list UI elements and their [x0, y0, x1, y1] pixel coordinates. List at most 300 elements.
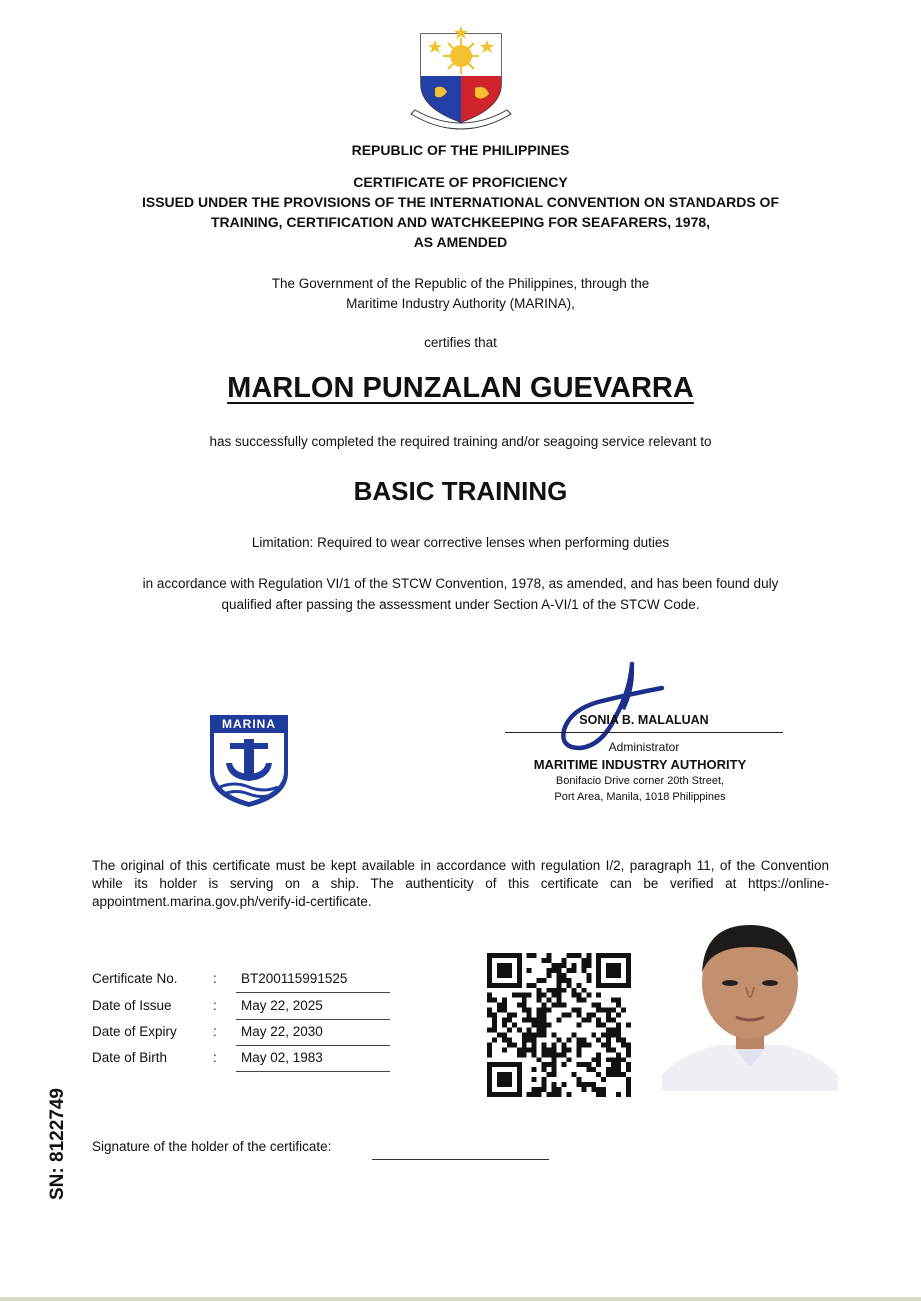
qr-module [591, 1087, 596, 1092]
qr-module [502, 1072, 507, 1077]
qr-module [606, 983, 611, 988]
qr-module [626, 1023, 631, 1028]
qr-module [512, 1013, 517, 1018]
qr-module [552, 1067, 557, 1072]
qr-module [542, 1087, 547, 1092]
qr-module [497, 1092, 502, 1097]
qr-module [596, 963, 601, 968]
qr-module [552, 1087, 557, 1092]
limitation-text: Limitation: Required to wear corrective lenses when performing duties [251, 535, 670, 550]
qr-module [487, 1082, 492, 1087]
qr-module [591, 1032, 596, 1037]
qr-module [611, 973, 616, 978]
regulation-text-line: in accordance with Regulation VI/1 of the STCW Convention, 1978, as amended, and has been found duly [142, 576, 779, 591]
qr-module [497, 1077, 502, 1082]
detail-colon: : [213, 998, 217, 1013]
qr-module [581, 1082, 586, 1087]
qr-module [576, 1052, 581, 1057]
qr-module [507, 1018, 512, 1023]
qr-module [571, 1008, 576, 1013]
qr-module [542, 1003, 547, 1008]
qr-module [487, 1008, 492, 1013]
expiry-date-label: Date of Expiry [92, 1024, 177, 1039]
qr-module [611, 1067, 616, 1072]
certificate-title: CERTIFICATE OF PROFICIENCY [353, 174, 568, 190]
qr-module [522, 998, 527, 1003]
qr-module [606, 1072, 611, 1077]
qr-module [557, 1037, 562, 1042]
qr-module [487, 978, 492, 983]
signatory-organization: MARITIME INDUSTRY AUTHORITY [533, 757, 747, 772]
qr-module [552, 1072, 557, 1077]
qr-module [581, 958, 586, 963]
qr-module [576, 1047, 581, 1052]
authenticity-notice: The original of this certificate must be kept available in accordance with regulation I/2, paragraph 11, of the Convention while its holder is serving on a ship. The authenticity of this certificate can be verified at https://online-appointment.marina.gov.ph/verify-id-certificate. [92, 858, 829, 909]
detail-underline [236, 992, 390, 993]
qr-module [527, 1047, 532, 1052]
republic-heading: REPUBLIC OF THE PHILIPPINES [351, 142, 570, 158]
qr-module [601, 953, 606, 958]
qr-module [576, 983, 581, 988]
qr-module [586, 958, 591, 963]
qr-module [507, 1027, 512, 1032]
detail-underline [236, 1019, 390, 1020]
qr-module [561, 1082, 566, 1087]
qr-module [611, 1047, 616, 1052]
qr-module [561, 1062, 566, 1067]
qr-module [626, 1092, 631, 1097]
qr-module [616, 1013, 621, 1018]
qr-module [497, 968, 502, 973]
qr-module [571, 963, 576, 968]
qr-module [626, 953, 631, 958]
qr-module [527, 983, 532, 988]
qr-module [591, 1082, 596, 1087]
verification-qr-code-icon[interactable] [487, 953, 631, 1097]
holder-signature-line[interactable] [372, 1159, 549, 1160]
qr-module [601, 1023, 606, 1028]
qr-module [507, 1037, 512, 1042]
qr-module [586, 1082, 591, 1087]
qr-module [487, 973, 492, 978]
qr-module [626, 1082, 631, 1087]
qr-module [502, 1023, 507, 1028]
qr-module [547, 1008, 552, 1013]
qr-module [626, 963, 631, 968]
certifies-text: certifies that [424, 335, 497, 350]
qr-module [492, 1027, 497, 1032]
qr-module [512, 993, 517, 998]
course-title: BASIC TRAINING [353, 476, 568, 506]
qr-module [626, 968, 631, 973]
regulation-text-line: qualified after passing the assessment under Section A-VI/1 of the STCW Code. [221, 597, 700, 612]
qr-module [507, 968, 512, 973]
qr-module [487, 1013, 492, 1018]
qr-module [566, 953, 571, 958]
qr-module [537, 1032, 542, 1037]
qr-module [611, 1018, 616, 1023]
qr-module [596, 1023, 601, 1028]
qr-module [561, 1047, 566, 1052]
qr-module [522, 1003, 527, 1008]
qr-module [557, 1018, 562, 1023]
qr-module [606, 1018, 611, 1023]
qr-module [542, 978, 547, 983]
qr-module [542, 1042, 547, 1047]
signatory-address-line: Port Area, Manila, 1018 Philippines [554, 791, 726, 803]
qr-module [542, 1023, 547, 1028]
qr-module [537, 988, 542, 993]
qr-module [561, 1003, 566, 1008]
qr-module [561, 1042, 566, 1047]
qr-module [606, 1067, 611, 1072]
holder-name: MARLON PUNZALAN GUEVARRA [227, 372, 694, 404]
qr-module [586, 1042, 591, 1047]
marina-logo-text: MARINA [222, 717, 276, 731]
qr-module [591, 1057, 596, 1062]
qr-module [487, 1027, 492, 1032]
qr-module [581, 998, 586, 1003]
qr-module [571, 993, 576, 998]
qr-module [527, 1032, 532, 1037]
qr-module [532, 1023, 537, 1028]
qr-module [512, 1023, 517, 1028]
qr-module [596, 968, 601, 973]
qr-module [566, 983, 571, 988]
qr-module [581, 1087, 586, 1092]
qr-module [537, 1092, 542, 1097]
qr-module [586, 1018, 591, 1023]
qr-module [557, 968, 562, 973]
qr-module [522, 1018, 527, 1023]
qr-module [616, 973, 621, 978]
qr-module [601, 1087, 606, 1092]
qr-module [596, 1037, 601, 1042]
detail-colon: : [213, 1024, 217, 1039]
qr-module [492, 998, 497, 1003]
qr-module [616, 953, 621, 958]
qr-module [576, 993, 581, 998]
qr-module [576, 1013, 581, 1018]
qr-module [626, 1042, 631, 1047]
qr-module [616, 1027, 621, 1032]
qr-module [492, 1037, 497, 1042]
qr-module [502, 1037, 507, 1042]
qr-module [527, 953, 532, 958]
qr-module [532, 983, 537, 988]
qr-module [586, 1062, 591, 1067]
qr-module [517, 993, 522, 998]
qr-module [616, 1062, 621, 1067]
qr-module [547, 973, 552, 978]
qr-module [517, 958, 522, 963]
qr-module [527, 1027, 532, 1032]
qr-module [626, 1052, 631, 1057]
qr-module [591, 1067, 596, 1072]
qr-module [527, 1013, 532, 1018]
qr-module [507, 983, 512, 988]
qr-module [542, 1032, 547, 1037]
qr-module [557, 963, 562, 968]
qr-module [497, 1003, 502, 1008]
qr-module [571, 968, 576, 973]
qr-module [621, 1042, 626, 1047]
qr-module [586, 973, 591, 978]
qr-module [547, 1052, 552, 1057]
signature-line [505, 732, 783, 733]
qr-module [517, 1077, 522, 1082]
detail-underline [236, 1071, 390, 1072]
qr-module [517, 1052, 522, 1057]
qr-module [616, 963, 621, 968]
qr-module [552, 1042, 557, 1047]
qr-module [586, 963, 591, 968]
qr-module [532, 1077, 537, 1082]
qr-module [502, 953, 507, 958]
qr-module [522, 1032, 527, 1037]
qr-module [566, 978, 571, 983]
qr-module [626, 1062, 631, 1067]
certificate-number-value: BT200115991525 [241, 971, 348, 986]
qr-module [502, 983, 507, 988]
qr-module [532, 953, 537, 958]
qr-module [517, 1027, 522, 1032]
page-bottom-edge [0, 1297, 921, 1301]
qr-module [502, 1082, 507, 1087]
qr-module [552, 1047, 557, 1052]
issue-date-value: May 22, 2025 [241, 998, 323, 1013]
qr-module [581, 1018, 586, 1023]
qr-module [591, 1003, 596, 1008]
qr-module [502, 1047, 507, 1052]
qr-module [616, 1092, 621, 1097]
qr-module [487, 963, 492, 968]
qr-module [606, 1013, 611, 1018]
qr-module [507, 973, 512, 978]
qr-module [487, 1052, 492, 1057]
qr-module [581, 1062, 586, 1067]
qr-module [616, 1023, 621, 1028]
holder-photo [662, 917, 838, 1091]
qr-module [542, 993, 547, 998]
qr-module [537, 978, 542, 983]
qr-module [497, 953, 502, 958]
qr-module [532, 1047, 537, 1052]
qr-module [621, 1008, 626, 1013]
qr-module [542, 1027, 547, 1032]
government-statement-line: Maritime Industry Authority (MARINA), [346, 296, 575, 311]
qr-module [596, 1018, 601, 1023]
qr-module [547, 988, 552, 993]
completion-statement: has successfully completed the required training and/or seagoing service relevant to [209, 434, 712, 449]
philippine-seal-icon [405, 26, 517, 138]
qr-module [606, 1047, 611, 1052]
qr-module [487, 1047, 492, 1052]
qr-module [522, 1052, 527, 1057]
qr-module [611, 953, 616, 958]
qr-module [552, 988, 557, 993]
qr-module [596, 1072, 601, 1077]
qr-module [557, 1052, 562, 1057]
qr-module [542, 958, 547, 963]
qr-module [596, 973, 601, 978]
qr-module [596, 993, 601, 998]
qr-module [527, 1018, 532, 1023]
qr-module [552, 1092, 557, 1097]
qr-module [547, 1047, 552, 1052]
qr-module [611, 998, 616, 1003]
qr-module [596, 1052, 601, 1057]
qr-module [487, 993, 492, 998]
qr-module [512, 1092, 517, 1097]
qr-module [507, 953, 512, 958]
qr-module [527, 968, 532, 973]
qr-module [517, 1082, 522, 1087]
certificate-title-line: TRAINING, CERTIFICATION AND WATCHKEEPING FOR SEAFARERS, 1978, [210, 214, 711, 230]
qr-module [581, 963, 586, 968]
qr-module [527, 1037, 532, 1042]
qr-module [512, 983, 517, 988]
qr-module [621, 953, 626, 958]
qr-module [542, 1047, 547, 1052]
qr-module [522, 993, 527, 998]
qr-module [581, 968, 586, 973]
qr-module [487, 958, 492, 963]
qr-module [606, 963, 611, 968]
qr-module [616, 968, 621, 973]
qr-module [557, 1087, 562, 1092]
qr-module [537, 1057, 542, 1062]
qr-module [492, 1018, 497, 1023]
qr-module [547, 953, 552, 958]
qr-module [492, 953, 497, 958]
qr-module [611, 1062, 616, 1067]
qr-module [596, 1008, 601, 1013]
qr-module [532, 1018, 537, 1023]
qr-module [557, 983, 562, 988]
qr-module [522, 1037, 527, 1042]
qr-module [507, 1092, 512, 1097]
qr-module [547, 998, 552, 1003]
certificate-title-line: ISSUED UNDER THE PROVISIONS OF THE INTERNATIONAL CONVENTION ON STANDARDS OF [141, 194, 780, 210]
qr-module [517, 978, 522, 983]
qr-module [626, 973, 631, 978]
qr-module [537, 1018, 542, 1023]
qr-module [502, 1062, 507, 1067]
qr-module [497, 1072, 502, 1077]
qr-module [601, 1092, 606, 1097]
detail-underline [236, 1045, 390, 1046]
qr-module [601, 1032, 606, 1037]
qr-module [611, 1027, 616, 1032]
qr-module [512, 1062, 517, 1067]
qr-module [557, 1003, 562, 1008]
qr-module [517, 953, 522, 958]
qr-module [547, 958, 552, 963]
qr-module [561, 1013, 566, 1018]
signatory-title: Administrator [608, 740, 680, 754]
marina-logo-icon [208, 713, 290, 809]
detail-colon: : [213, 1050, 217, 1065]
qr-module [532, 1037, 537, 1042]
qr-module [596, 1057, 601, 1062]
holder-signature-label: Signature of the holder of the certificate: [92, 1139, 332, 1154]
qr-module [571, 988, 576, 993]
qr-module [606, 1008, 611, 1013]
qr-module [537, 998, 542, 1003]
qr-module [492, 1023, 497, 1028]
qr-module [596, 1003, 601, 1008]
qr-module [487, 1042, 492, 1047]
expiry-date-value: May 22, 2030 [241, 1024, 323, 1039]
qr-module [537, 1027, 542, 1032]
qr-module [616, 1037, 621, 1042]
qr-module [532, 1067, 537, 1072]
qr-module [522, 1008, 527, 1013]
detail-colon: : [213, 971, 217, 986]
qr-module [596, 953, 601, 958]
qr-module [492, 1062, 497, 1067]
qr-module [606, 968, 611, 973]
qr-module [561, 963, 566, 968]
qr-module [542, 1062, 547, 1067]
qr-module [626, 983, 631, 988]
qr-module [586, 1013, 591, 1018]
qr-module [566, 1057, 571, 1062]
qr-module [522, 1047, 527, 1052]
qr-module [616, 1052, 621, 1057]
qr-module [492, 1092, 497, 1097]
qr-module [552, 963, 557, 968]
qr-module [517, 1047, 522, 1052]
qr-module [492, 1013, 497, 1018]
qr-module [542, 1082, 547, 1087]
qr-module [596, 983, 601, 988]
qr-module [581, 1037, 586, 1042]
qr-module [547, 1023, 552, 1028]
qr-module [507, 1072, 512, 1077]
qr-module [557, 993, 562, 998]
qr-module [576, 953, 581, 958]
qr-module [566, 1013, 571, 1018]
qr-module [611, 968, 616, 973]
qr-module [542, 1067, 547, 1072]
qr-module [616, 983, 621, 988]
qr-module [517, 968, 522, 973]
qr-module [542, 1052, 547, 1057]
qr-module [571, 1072, 576, 1077]
qr-module [497, 983, 502, 988]
qr-module [507, 1077, 512, 1082]
qr-module [561, 958, 566, 963]
qr-module [576, 998, 581, 1003]
qr-module [487, 1087, 492, 1092]
qr-module [502, 1077, 507, 1082]
qr-module [537, 1023, 542, 1028]
qr-module [552, 1032, 557, 1037]
qr-module [561, 1052, 566, 1057]
qr-module [547, 1062, 552, 1067]
qr-module [591, 1013, 596, 1018]
qr-module [596, 1092, 601, 1097]
qr-module [552, 1082, 557, 1087]
qr-module [626, 1087, 631, 1092]
qr-module [537, 1013, 542, 1018]
qr-module [487, 968, 492, 973]
qr-module [552, 993, 557, 998]
qr-module [487, 1067, 492, 1072]
qr-module [507, 1062, 512, 1067]
